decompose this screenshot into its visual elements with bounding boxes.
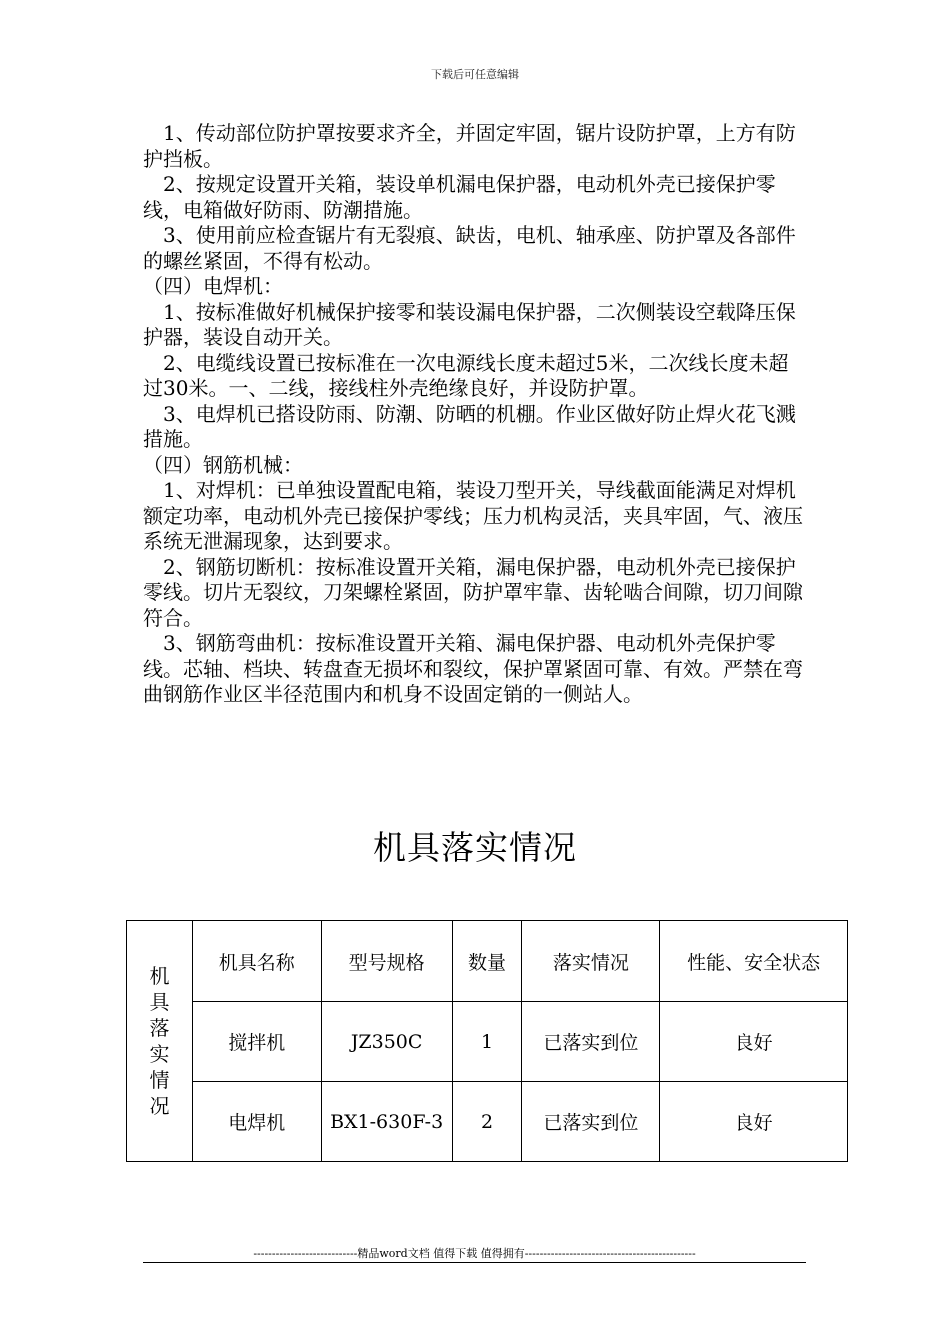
footer-rule: [143, 1262, 806, 1263]
paragraph: 3、钢筋弯曲机：按标准设置开关箱、漏电保护器、电动机外壳保护零线。芯轴、档块、转盘查无损坏和裂纹，保护罩紧固可靠、有效。严禁在弯曲钢筋作业区半径范围内和机身不设固定销的一侧站人。: [143, 631, 803, 706]
paragraph: 3、电焊机已搭设防雨、防潮、防晒的机棚。作业区做好防止焊火花飞溅措施。: [143, 401, 796, 451]
table-cell: 良好: [660, 1082, 848, 1162]
body-text: [143, 121, 808, 708]
table-row: [127, 1002, 848, 1082]
side-label-char: 实: [149, 1042, 170, 1066]
paragraph: 2、钢筋切断机：按标准设置开关箱，漏电保护器，电动机外壳已接保护零线。切片无裂纹，刀架螺栓紧固，防护罩牢靠、齿轮啮合间隙，切刀间隙符合。: [143, 554, 803, 630]
section-heading: （四）钢筋机械：: [143, 452, 303, 477]
side-label-char: 机: [149, 964, 170, 988]
table-cell: 搅拌机: [192, 1002, 321, 1082]
paragraph: 3、使用前应检查锯片有无裂痕、缺齿，电机、轴承座、防护罩及各部件的螺丝紧固，不得有松动。: [143, 223, 796, 273]
equipment-table: [126, 920, 848, 1162]
paragraph: 2、按规定设置开关箱，装设单机漏电保护器，电动机外壳已接保护零线，电箱做好防雨、防潮措施。: [143, 172, 776, 222]
side-label-char: 情: [149, 1068, 170, 1092]
header-cell: 性能、安全状态: [660, 921, 848, 1002]
table-header-row: [127, 921, 848, 1002]
section-heading: （四）电焊机：: [143, 274, 283, 298]
header-cell: 数量: [452, 921, 522, 1002]
table-row: [127, 1082, 848, 1162]
table-cell: 2: [452, 1082, 522, 1162]
table-cell: 已落实到位: [522, 1002, 660, 1082]
side-label-char: 落: [149, 1016, 170, 1040]
table-cell: 良好: [660, 1002, 848, 1082]
side-label: [127, 921, 193, 1162]
page-header: 下载后可任意编辑: [431, 68, 519, 81]
table-cell: 已落实到位: [522, 1082, 660, 1162]
side-label-char: 况: [149, 1094, 170, 1118]
paragraph: 1、按标准做好机械保护接零和装设漏电保护器，二次侧装设空载降压保护器，装设自动开关。: [143, 299, 796, 349]
table-cell: BX1-630F-3: [321, 1082, 452, 1162]
header-cell: 型号规格: [321, 921, 452, 1002]
section-title: 机具落实情况: [373, 828, 577, 867]
table-cell: 电焊机: [192, 1082, 321, 1162]
paragraph: 2、电缆线设置已按标准在一次电源线长度未超过5米，二次线长度未超过30米。一、二线，接线柱外壳绝缘良好，并设防护罩。: [143, 350, 789, 400]
paragraph: 1、对焊机：已单独设置配电箱，装设刀型开关，导线截面能满足对焊机额定功率，电动机外壳已接保护零线；压力机构灵活，夹具牢固，气、液压系统无泄漏现象，达到要求。: [143, 478, 803, 553]
table-cell: 1: [452, 1002, 522, 1082]
page-footer: ----------------------------精品word文档 值得下载 值得拥有----------------------------------------------: [253, 1247, 696, 1260]
header-cell: 机具名称: [192, 921, 321, 1002]
paragraph: 1、传动部位防护罩按要求齐全，并固定牢固，锯片设防护罩，上方有防护挡板。: [143, 121, 796, 171]
side-label-char: 具: [149, 990, 170, 1014]
table-cell: JZ350C: [321, 1002, 452, 1082]
header-cell: 落实情况: [522, 921, 660, 1002]
